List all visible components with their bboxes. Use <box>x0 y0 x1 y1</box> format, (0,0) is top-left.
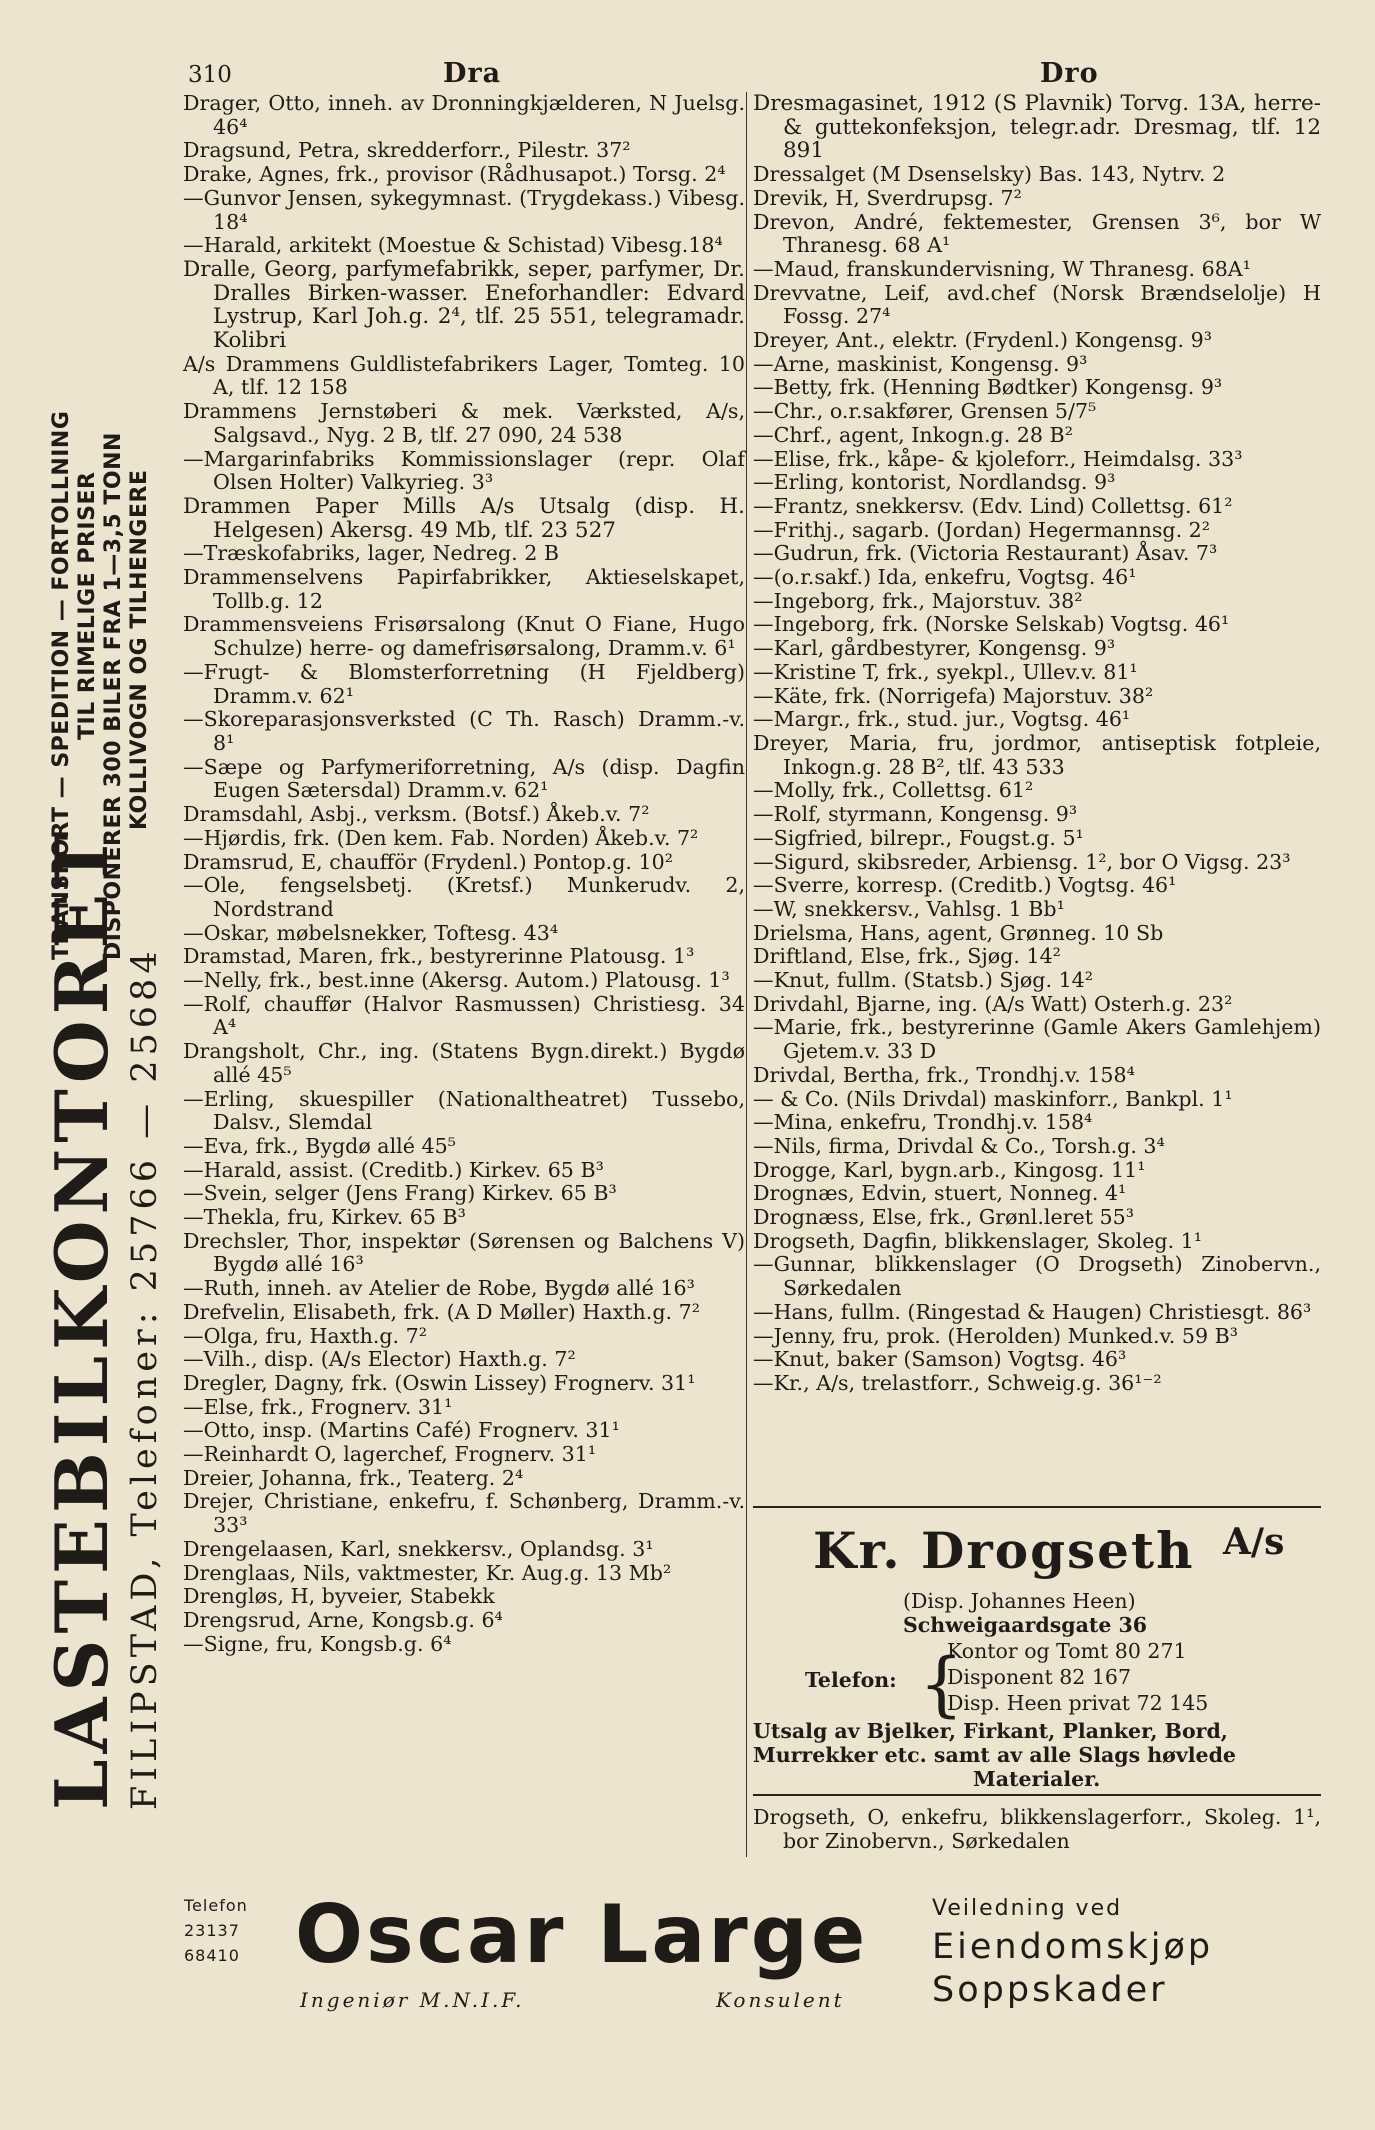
drogseth-ad-name: Kr. Drogseth <box>813 1521 1195 1580</box>
drogseth-ad-sales1: Utsalg av Bjelker, Firkant, Planker, Bord, <box>753 1719 1228 1743</box>
directory-entry: —Træskofabriks, lager, Nedreg. 2 B <box>183 541 560 566</box>
directory-entry: —Molly, frk., Collettsg. 61² <box>753 778 1034 803</box>
directory-entry: Drager, Otto, inneh. av Dronningkjælderen, N Juelsg. 46⁴ <box>183 91 745 139</box>
directory-entry: Drake, Agnes, frk., provisor (Rådhusapot.) Torsg. 2⁴ <box>183 162 726 187</box>
directory-entry: Dragsund, Petra, skredderforr., Pilestr. 37² <box>183 138 631 163</box>
directory-entry: —Mina, enkefru, Trondhj.v. 158⁴ <box>753 1110 1093 1135</box>
directory-entry: —Rolf, chauffør (Halvor Rasmussen) Christiesg. 34 A⁴ <box>183 991 745 1040</box>
directory-entry: —Ole, fengselsbetj. (Kretsf.) Munkerudv. 2, Nordstrand <box>183 873 745 921</box>
directory-entry: —Ingeborg, frk. (Norske Selskab) Vogtsg. 46¹ <box>753 612 1230 637</box>
drogseth-ad-address: Schweigaardsgate 36 <box>903 1613 1148 1637</box>
directory-entry: Dressalget (M Dsenselsky) Bas. 143, Nytrv. 2 <box>753 162 1226 187</box>
directory-entry: Driftland, Else, frk., Sjøg. 14² <box>753 944 1061 969</box>
directory-entry: —Gunnar, blikkenslager (O Drogseth) Zinobervn., Sørkedalen <box>753 1252 1321 1301</box>
directory-entry: —Arne, maskinist, Kongensg. 9³ <box>753 351 1088 376</box>
directory-entry: —Knut, baker (Samson) Vogtsg. 46³ <box>753 1347 1127 1372</box>
directory-entry: —Skoreparasjonsverksted (C Th. Rasch) Dramm.-v. 8¹ <box>183 707 745 755</box>
directory-entry: —Eva, frk., Bygdø allé 45⁵ <box>183 1133 456 1158</box>
directory-entry: Drengløs, H, byveier, Stabekk <box>183 1584 495 1609</box>
directory-entry: —(o.r.sakf.) Ida, enkefru, Vogtsg. 46¹ <box>753 565 1137 590</box>
directory-entry: Drevik, H, Sverdrupsg. 7² <box>753 185 1022 210</box>
directory-entry: Drogseth, Dagfin, blikkenslager, Skoleg. 1¹ <box>753 1228 1203 1253</box>
directory-entry: —W, snekkersv., Vahlsg. 1 Bb¹ <box>753 896 1065 921</box>
side-ad-line2: TIL RIMELIGE PRISER <box>75 471 100 740</box>
drogseth-ad-telefon-label: Telefon: <box>805 1668 897 1692</box>
directory-entry: —Vilh., disp. (A/s Elector) Haxth.g. 7² <box>183 1347 576 1372</box>
directory-entry: —Hjørdis, frk. (Den kem. Fab. Norden) Åkeb.v. 7² <box>183 825 699 850</box>
side-ad-address: FILIPSTAD, Telefoner: 25766 — 25684 <box>125 946 165 1810</box>
directory-entry: Dramstad, Maren, frk., bestyrerinne Platousg. 1³ <box>183 944 695 969</box>
directory-entry: Drammen Paper Mills A/s Utsalg (disp. H. Helgesen) Akersg. 49 Mb, tlf. 23 527 <box>183 493 745 543</box>
running-head-right: Dro <box>1040 58 1099 89</box>
directory-entry: —Chr., o.r.sakfører, Grensen 5/7⁵ <box>753 399 1097 424</box>
directory-entry: Dramsrud, E, chaufför (Frydenl.) Pontop.g. 10² <box>183 849 673 874</box>
directory-entry: —Maud, franskundervisning, W Thranesg. 68A¹ <box>753 256 1251 281</box>
ad-rule-bottom <box>753 1794 1321 1796</box>
bottom-ad-title1: Ingeniør M.N.I.F. <box>300 1988 525 2012</box>
directory-entry: —Svein, selger (Jens Frang) Kirkev. 65 B³ <box>183 1181 617 1206</box>
directory-entry: —Hans, fullm. (Ringestad & Haugen) Christiesgt. 86³ <box>753 1299 1312 1324</box>
directory-entry: —Karl, gårdbestyrer, Kongensg. 9³ <box>753 636 1116 661</box>
directory-entry: Dramsdahl, Asbj., verksm. (Botsf.) Åkeb.v. 7² <box>183 802 650 827</box>
left-column <box>183 92 745 1656</box>
directory-entry: —Knut, fullm. (Statsb.) Sjøg. 14² <box>753 968 1094 993</box>
directory-entry: Drejer, Christiane, enkefru, f. Schønberg, Dramm.-v. 33³ <box>183 1489 745 1538</box>
directory-entry: —Sverre, korresp. (Creditb.) Vogtsg. 46¹ <box>753 873 1177 898</box>
directory-entry: Drogseth, O, enkefru, blikkenslagerforr., Skoleg. 1¹, bor Zinobervn., Sørkedalen <box>753 1805 1321 1853</box>
directory-entry: Drivdahl, Bjarne, ing. (A/s Watt) Osterh.g. 23² <box>753 991 1233 1016</box>
directory-entry: —Sigfried, bilrepr., Fougst.g. 5¹ <box>753 825 1084 850</box>
drogseth-ad-suffix: A/s <box>1223 1521 1285 1563</box>
bottom-ad-tel1: 23137 <box>184 1921 240 1940</box>
drogseth-ad-tel3: Disp. Heen privat 72 145 <box>947 1691 1209 1715</box>
directory-entry: Drammenselvens Papirfabrikker, Aktieselskapet, Tollb.g. 12 <box>183 565 745 613</box>
directory-entry: Drangsholt, Chr., ing. (Statens Bygn.direkt.) Bygdø allé 45⁵ <box>183 1039 745 1087</box>
directory-entry: —Margr., frk., stud. jur., Vogtsg. 46¹ <box>753 707 1131 732</box>
directory-entry: —Ruth, inneh. av Atelier de Robe, Bygdø allé 16³ <box>183 1276 695 1301</box>
directory-entry: —Oskar, møbelsnekker, Toftesg. 43⁴ <box>183 920 559 945</box>
directory-entry: —Erling, kontorist, Nordlandsg. 9³ <box>753 470 1116 495</box>
directory-entry: —Gudrun, frk. (Victoria Restaurant) Åsav. 7³ <box>753 541 1218 566</box>
directory-entry: —Kr., A/s, trelastforr., Schweig.g. 36¹⁻² <box>753 1370 1162 1395</box>
bottom-ad-name: Oscar Large <box>295 1888 869 1981</box>
bottom-ad-right3: Soppskader <box>932 1970 1168 2010</box>
directory-entry: —Reinhardt O, lagerchef, Frognerv. 31¹ <box>183 1442 597 1467</box>
side-advertisement <box>39 120 180 2130</box>
column-divider <box>746 92 747 1857</box>
directory-entry: Dregler, Dagny, frk. (Oswin Lissey) Frognerv. 31¹ <box>183 1370 696 1395</box>
side-ad-line3: DISPONERER 300 BILER FRA 1—3,5 TONN <box>101 432 126 960</box>
directory-entry: —Thekla, fru, Kirkev. 65 B³ <box>183 1205 466 1230</box>
directory-entry: Dralle, Georg, parfymefabrikk, seper, parfymer, Dr. Dralles Birken-wasser. Eneforhandler: Edvard Lystrup, Karl Joh.g. 2⁴, tlf. 25 551, telegramadr. Kolibri <box>183 256 745 354</box>
directory-entry: Drielsma, Hans, agent, Grønneg. 10 Sb <box>753 920 1164 945</box>
directory-entry: Drammens Jernstøberi & mek. Værksted, A/s, Salgsavd., Nyg. 2 B, tlf. 27 090, 24 538 <box>183 399 745 447</box>
bottom-ad-right2: Eiendomskjøp <box>932 1927 1214 1967</box>
directory-entry: —Betty, frk. (Henning Bødtker) Kongensg. 9³ <box>753 375 1223 400</box>
directory-entry: —Jenny, fru, prok. (Herolden) Munked.v. 59 B³ <box>753 1323 1239 1348</box>
directory-entry: —Else, frk., Frognerv. 31¹ <box>183 1394 453 1419</box>
directory-entry: A/s Drammens Guldlistefabrikers Lager, Tomteg. 10 A, tlf. 12 158 <box>183 351 745 400</box>
directory-entry: Drevon, André, fektemester, Grensen 3⁶, bor W Thranesg. 68 A¹ <box>753 209 1321 258</box>
directory-entry: —Kristine T, frk., syekpl., Ullev.v. 81¹ <box>753 659 1138 684</box>
directory-entry: —Chrf., agent, Inkogn.g. 28 B² <box>753 422 1073 447</box>
directory-entry: Drengelaasen, Karl, snekkersv., Oplandsg. 3¹ <box>183 1536 654 1561</box>
drogseth-ad-sales3: Materialer. <box>973 1767 1101 1791</box>
directory-entry: —Margarinfabriks Kommissionslager (repr. Olaf Olsen Holter) Valkyrieg. 3³ <box>183 446 745 495</box>
directory-entry: Dreyer, Maria, fru, jordmor, antiseptisk fotpleie, Inkogn.g. 28 B², tlf. 43 533 <box>753 730 1321 779</box>
directory-entry: —Harald, assist. (Creditb.) Kirkev. 65 B³ <box>183 1157 604 1182</box>
directory-entry: Drevvatne, Leif, avd.chef (Norsk Brændselolje) H Fossg. 27⁴ <box>753 280 1321 329</box>
directory-entry: —Frithj., sagarb. (Jordan) Hegermannsg. 2² <box>753 517 1211 542</box>
side-ad-line4: KOLLIVOGN OG TILHENGERE <box>127 469 152 830</box>
directory-entry: —Rolf, styrmann, Kongensg. 9³ <box>753 802 1078 827</box>
drogseth-ad-tel2: Disponent 82 167 <box>947 1665 1131 1689</box>
directory-entry: Drivdal, Bertha, frk., Trondhj.v. 158⁴ <box>753 1062 1135 1087</box>
ad-rule-top <box>753 1506 1321 1508</box>
directory-entry: Dreier, Johanna, frk., Teaterg. 2⁴ <box>183 1465 524 1490</box>
directory-entry: —Sigurd, skibsreder, Arbiensg. 1², bor O Vigsg. 23³ <box>753 849 1291 874</box>
side-ad-line1: TRANSPORT — SPEDITION — FORTOLLNING <box>49 410 74 960</box>
directory-entry: —Frantz, snekkersv. (Edv. Lind) Collettsg. 61² <box>753 493 1233 518</box>
directory-entry: Drengsrud, Arne, Kongsb.g. 6⁴ <box>183 1608 503 1632</box>
directory-entry: —Signe, fru, Kongsb.g. 6⁴ <box>183 1631 452 1656</box>
directory-entry: —Sæpe og Parfymeriforretning, A/s (disp. Dagfin Eugen Sætersdal) Dramm.v. 62¹ <box>183 754 745 803</box>
directory-entry: —Harald, arkitekt (Moestue & Schistad) Vibesg.18⁴ <box>183 233 723 258</box>
after-ad-entry <box>753 1806 1321 1853</box>
bottom-ad-tel2: 68410 <box>184 1946 240 1965</box>
directory-entry: —Otto, insp. (Martins Café) Frognerv. 31¹ <box>183 1418 620 1443</box>
directory-entry: —Nils, firma, Drivdal & Co., Torsh.g. 3⁴ <box>753 1133 1165 1158</box>
directory-entry: Drognæss, Else, frk., Grønl.leret 55³ <box>753 1205 1135 1230</box>
directory-entry: Drammensveiens Frisørsalong (Knut O Fiane, Hugo Schulze) herre- og damefrisørsalong, Dramm.v. 6¹ <box>183 612 745 661</box>
brace-symbol: { <box>919 1643 964 1725</box>
directory-entry: —Frugt- & Blomsterforretning (H Fjeldberg) Dramm.v. 62¹ <box>183 659 745 708</box>
bottom-ad-tel-label: Telefon <box>184 1896 248 1915</box>
directory-entry: Drechsler, Thor, inspektør (Sørensen og Balchens V) Bygdø allé 16³ <box>183 1228 745 1277</box>
drogseth-advertisement <box>753 1513 1321 1793</box>
right-column <box>753 92 1321 1396</box>
directory-entry: —Käte, frk. (Norrigefa) Majorstuv. 38² <box>753 683 1154 708</box>
directory-entry: —Olga, fru, Haxth.g. 7² <box>183 1323 428 1348</box>
directory-entry: —Ingeborg, frk., Majorstuv. 38² <box>753 588 1083 613</box>
bottom-ad-title2: Konsulent <box>716 1988 845 2012</box>
drogseth-ad-disp: (Disp. Johannes Heen) <box>903 1589 1136 1613</box>
directory-entry: — & Co. (Nils Drivdal) maskinforr., Bankpl. 1¹ <box>753 1086 1233 1111</box>
directory-entry: —Gunvor Jensen, sykegymnast. (Trygdekass.) Vibesg. 18⁴ <box>183 185 745 234</box>
directory-entry: Dreyer, Ant., elektr. (Frydenl.) Kongensg. 9³ <box>753 328 1212 353</box>
directory-entry: Dresmagasinet, 1912 (S Plavnik) Torvg. 13A, herre- & guttekonfeksjon, telegr.adr. Dresmag, tlf. 12 891 <box>753 91 1321 164</box>
bottom-ad-right1: Veiledning ved <box>932 1896 1123 1921</box>
directory-entry: Drefvelin, Elisabeth, frk. (A D Møller) Haxth.g. 7² <box>183 1299 700 1324</box>
directory-entry: —Elise, frk., kåpe- & kjoleforr., Heimdalsg. 33³ <box>753 446 1243 471</box>
directory-entry: —Erling, skuespiller (Nationaltheatret) Tussebo, Dalsv., Slemdal <box>183 1086 745 1135</box>
directory-entry: Drogge, Karl, bygn.arb., Kingosg. 11¹ <box>753 1157 1146 1182</box>
side-ad-name: LASTEBILKONTORET <box>39 828 124 1810</box>
page-number: 310 <box>188 62 232 88</box>
directory-entry: —Marie, frk., bestyrerinne (Gamle Akers Gamlehjem) Gjetem.v. 33 D <box>753 1015 1321 1064</box>
drogseth-ad-sales2: Murrekker etc. samt av alle Slags høvlede <box>753 1743 1236 1767</box>
directory-entry: Drognæs, Edvin, stuert, Nonneg. 4¹ <box>753 1181 1127 1206</box>
directory-entry: —Nelly, frk., best.inne (Akersg. Autom.) Platousg. 1³ <box>183 968 730 993</box>
drogseth-ad-tel1: Kontor og Tomt 80 271 <box>947 1639 1187 1663</box>
running-head-left: Dra <box>443 58 502 89</box>
directory-entry: Drenglaas, Nils, vaktmester, Kr. Aug.g. 13 Mb² <box>183 1560 672 1585</box>
